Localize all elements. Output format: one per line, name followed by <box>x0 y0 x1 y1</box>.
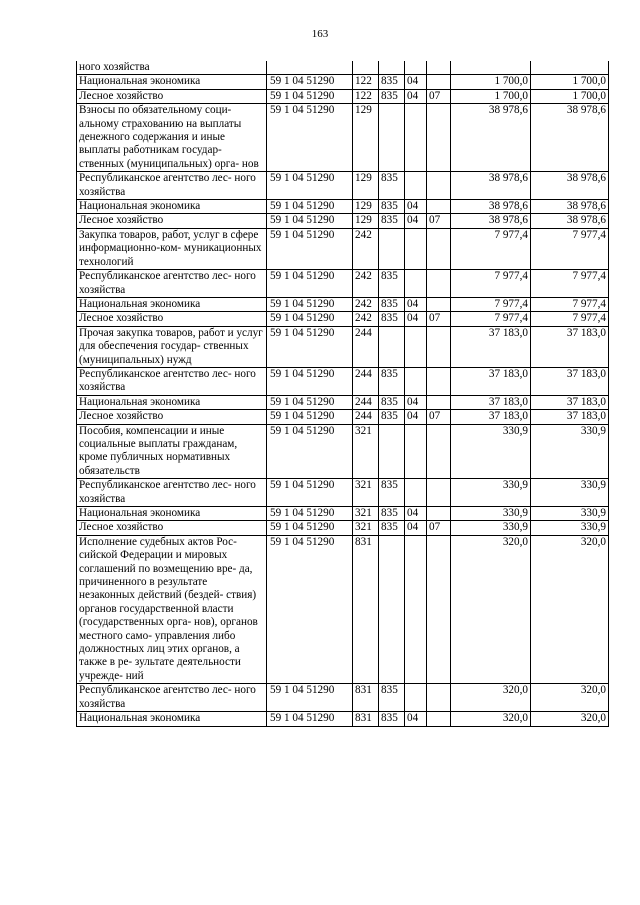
row-name: Национальная экономика <box>77 75 267 89</box>
amount-year-1: 330,9 <box>451 424 531 479</box>
expense-type-code: 321 <box>353 424 379 479</box>
amount-year-2: 7 977,4 <box>531 228 609 269</box>
section-code: 04 <box>405 89 427 103</box>
table-row <box>77 297 609 311</box>
subsection-code: 07 <box>427 410 451 424</box>
amount-year-1: 38 978,6 <box>451 200 531 214</box>
row-name: Республиканское агентство лес- ного хозяйства <box>77 479 267 507</box>
target-article-code <box>267 61 353 75</box>
amount-year-1: 320,0 <box>451 712 531 726</box>
table-row <box>77 61 609 75</box>
amount-year-1: 38 978,6 <box>451 104 531 172</box>
subsection-code <box>427 712 451 726</box>
row-name: Лесное хозяйство <box>77 312 267 326</box>
target-article-code: 59 1 04 51290 <box>267 312 353 326</box>
section-code: 04 <box>405 214 427 228</box>
target-article-code: 59 1 04 51290 <box>267 521 353 535</box>
section-code <box>405 535 427 683</box>
target-article-code: 59 1 04 51290 <box>267 297 353 311</box>
expense-type-code <box>353 61 379 75</box>
department-code: 835 <box>379 507 405 521</box>
expense-type-code: 122 <box>353 75 379 89</box>
expense-type-code: 244 <box>353 395 379 409</box>
subsection-code: 07 <box>427 521 451 535</box>
subsection-code <box>427 479 451 507</box>
target-article-code: 59 1 04 51290 <box>267 424 353 479</box>
section-code <box>405 367 427 395</box>
expense-type-code: 129 <box>353 214 379 228</box>
amount-year-1: 330,9 <box>451 521 531 535</box>
section-code: 04 <box>405 410 427 424</box>
subsection-code <box>427 424 451 479</box>
row-name: Лесное хозяйство <box>77 214 267 228</box>
department-code: 835 <box>379 479 405 507</box>
section-code: 04 <box>405 507 427 521</box>
amount-year-1: 330,9 <box>451 479 531 507</box>
amount-year-1: 7 977,4 <box>451 228 531 269</box>
section-code: 04 <box>405 75 427 89</box>
section-code: 04 <box>405 312 427 326</box>
amount-year-2: 330,9 <box>531 479 609 507</box>
subsection-code <box>427 75 451 89</box>
table-row <box>77 479 609 507</box>
row-name: Республиканское агентство лес- ного хозяйства <box>77 270 267 298</box>
subsection-code <box>427 326 451 367</box>
row-name: Национальная экономика <box>77 200 267 214</box>
row-name: Лесное хозяйство <box>77 521 267 535</box>
expense-type-code: 244 <box>353 326 379 367</box>
row-name: Национальная экономика <box>77 507 267 521</box>
subsection-code <box>427 172 451 200</box>
amount-year-2: 1 700,0 <box>531 75 609 89</box>
table-row <box>77 228 609 269</box>
target-article-code: 59 1 04 51290 <box>267 89 353 103</box>
target-article-code: 59 1 04 51290 <box>267 507 353 521</box>
department-code <box>379 228 405 269</box>
section-code <box>405 172 427 200</box>
table-row <box>77 172 609 200</box>
row-name: Взносы по обязательному соци- альному страхованию на выплаты денежного содержания и иные выплаты работникам государ- ственных (муниципальных) орга- нов <box>77 104 267 172</box>
expense-type-code: 129 <box>353 172 379 200</box>
table-row <box>77 200 609 214</box>
table-row <box>77 89 609 103</box>
amount-year-1: 1 700,0 <box>451 89 531 103</box>
amount-year-2: 330,9 <box>531 507 609 521</box>
amount-year-2: 1 700,0 <box>531 89 609 103</box>
table-row <box>77 424 609 479</box>
amount-year-2: 38 978,6 <box>531 104 609 172</box>
expense-type-code: 242 <box>353 312 379 326</box>
expense-type-code: 831 <box>353 712 379 726</box>
amount-year-2: 330,9 <box>531 424 609 479</box>
subsection-code <box>427 228 451 269</box>
amount-year-2: 37 183,0 <box>531 367 609 395</box>
department-code <box>379 104 405 172</box>
amount-year-1: 320,0 <box>451 684 531 712</box>
target-article-code: 59 1 04 51290 <box>267 104 353 172</box>
amount-year-1: 1 700,0 <box>451 75 531 89</box>
subsection-code <box>427 535 451 683</box>
amount-year-2: 7 977,4 <box>531 270 609 298</box>
section-code <box>405 61 427 75</box>
expense-type-code: 831 <box>353 684 379 712</box>
expense-type-code: 129 <box>353 104 379 172</box>
row-name: Исполнение судебных актов Рос- сийской Федерации и мировых соглашений по возмещению вре- да, причиненного в результате незаконных действий (бездей- ствия) органов государственной власти (государственных орга- нов), органов местного само- управления либо должностных лиц этих органов, а также в ре- зультате деятельности учрежде- ний <box>77 535 267 683</box>
section-code <box>405 424 427 479</box>
section-code: 04 <box>405 297 427 311</box>
table-row <box>77 75 609 89</box>
section-code: 04 <box>405 521 427 535</box>
section-code: 04 <box>405 712 427 726</box>
expense-type-code: 321 <box>353 479 379 507</box>
row-name: Закупка товаров, работ, услуг в сфере информационно-ком- муникационных технологий <box>77 228 267 269</box>
department-code: 835 <box>379 410 405 424</box>
target-article-code: 59 1 04 51290 <box>267 410 353 424</box>
target-article-code: 59 1 04 51290 <box>267 367 353 395</box>
subsection-code <box>427 104 451 172</box>
amount-year-2: 37 183,0 <box>531 410 609 424</box>
row-name: Республиканское агентство лес- ного хозяйства <box>77 684 267 712</box>
amount-year-1 <box>451 61 531 75</box>
table-row <box>77 684 609 712</box>
row-name: Пособия, компенсации и иные социальные выплаты гражданам, кроме публичных нормативных обязательств <box>77 424 267 479</box>
subsection-code: 07 <box>427 312 451 326</box>
expense-type-code: 129 <box>353 200 379 214</box>
target-article-code: 59 1 04 51290 <box>267 326 353 367</box>
amount-year-2: 38 978,6 <box>531 214 609 228</box>
amount-year-2: 37 183,0 <box>531 395 609 409</box>
section-code <box>405 326 427 367</box>
table-row <box>77 104 609 172</box>
amount-year-2: 320,0 <box>531 535 609 683</box>
table-row <box>77 312 609 326</box>
amount-year-1: 37 183,0 <box>451 367 531 395</box>
expense-type-code: 242 <box>353 297 379 311</box>
subsection-code <box>427 367 451 395</box>
department-code: 835 <box>379 395 405 409</box>
department-code: 835 <box>379 684 405 712</box>
amount-year-1: 7 977,4 <box>451 297 531 311</box>
section-code <box>405 479 427 507</box>
row-name: Лесное хозяйство <box>77 410 267 424</box>
subsection-code: 07 <box>427 89 451 103</box>
amount-year-2: 37 183,0 <box>531 326 609 367</box>
department-code: 835 <box>379 270 405 298</box>
target-article-code: 59 1 04 51290 <box>267 214 353 228</box>
department-code: 835 <box>379 312 405 326</box>
amount-year-2: 38 978,6 <box>531 172 609 200</box>
row-name: Национальная экономика <box>77 395 267 409</box>
amount-year-2 <box>531 61 609 75</box>
table-row <box>77 270 609 298</box>
amount-year-1: 330,9 <box>451 507 531 521</box>
department-code: 835 <box>379 172 405 200</box>
expense-type-code: 831 <box>353 535 379 683</box>
row-name: ного хозяйства <box>77 61 267 75</box>
amount-year-1: 38 978,6 <box>451 214 531 228</box>
expense-type-code: 321 <box>353 521 379 535</box>
department-code: 835 <box>379 200 405 214</box>
amount-year-2: 7 977,4 <box>531 312 609 326</box>
table-row <box>77 395 609 409</box>
table-row <box>77 521 609 535</box>
amount-year-1: 320,0 <box>451 535 531 683</box>
department-code: 835 <box>379 89 405 103</box>
amount-year-1: 7 977,4 <box>451 270 531 298</box>
table-row <box>77 367 609 395</box>
budget-table <box>76 61 609 727</box>
row-name: Республиканское агентство лес- ного хозяйства <box>77 172 267 200</box>
target-article-code: 59 1 04 51290 <box>267 395 353 409</box>
amount-year-2: 320,0 <box>531 684 609 712</box>
section-code <box>405 684 427 712</box>
target-article-code: 59 1 04 51290 <box>267 270 353 298</box>
section-code: 04 <box>405 200 427 214</box>
table-row <box>77 410 609 424</box>
amount-year-2: 38 978,6 <box>531 200 609 214</box>
expense-type-code: 242 <box>353 270 379 298</box>
subsection-code <box>427 395 451 409</box>
amount-year-1: 7 977,4 <box>451 312 531 326</box>
department-code <box>379 326 405 367</box>
amount-year-1: 37 183,0 <box>451 326 531 367</box>
department-code: 835 <box>379 75 405 89</box>
table-row <box>77 535 609 683</box>
page-number: 163 <box>311 28 329 40</box>
department-code: 835 <box>379 521 405 535</box>
target-article-code: 59 1 04 51290 <box>267 712 353 726</box>
table-body <box>77 61 609 726</box>
expense-type-code: 122 <box>353 89 379 103</box>
amount-year-1: 38 978,6 <box>451 172 531 200</box>
department-code <box>379 61 405 75</box>
row-name: Лесное хозяйство <box>77 89 267 103</box>
section-code <box>405 228 427 269</box>
subsection-code <box>427 61 451 75</box>
section-code: 04 <box>405 395 427 409</box>
department-code: 835 <box>379 297 405 311</box>
row-name: Национальная экономика <box>77 712 267 726</box>
department-code <box>379 424 405 479</box>
subsection-code <box>427 684 451 712</box>
section-code <box>405 104 427 172</box>
section-code <box>405 270 427 298</box>
department-code: 835 <box>379 214 405 228</box>
subsection-code <box>427 270 451 298</box>
subsection-code <box>427 200 451 214</box>
target-article-code: 59 1 04 51290 <box>267 75 353 89</box>
table-row <box>77 214 609 228</box>
row-name: Прочая закупка товаров, работ и услуг для обеспечения государ- ственных (муниципальных) нужд <box>77 326 267 367</box>
subsection-code <box>427 507 451 521</box>
expense-type-code: 244 <box>353 367 379 395</box>
table-row <box>77 507 609 521</box>
expense-type-code: 242 <box>353 228 379 269</box>
row-name: Национальная экономика <box>77 297 267 311</box>
department-code: 835 <box>379 367 405 395</box>
department-code <box>379 535 405 683</box>
target-article-code: 59 1 04 51290 <box>267 684 353 712</box>
expense-type-code: 321 <box>353 507 379 521</box>
amount-year-1: 37 183,0 <box>451 395 531 409</box>
amount-year-1: 37 183,0 <box>451 410 531 424</box>
target-article-code: 59 1 04 51290 <box>267 172 353 200</box>
target-article-code: 59 1 04 51290 <box>267 200 353 214</box>
amount-year-2: 330,9 <box>531 521 609 535</box>
table-row <box>77 326 609 367</box>
amount-year-2: 7 977,4 <box>531 297 609 311</box>
target-article-code: 59 1 04 51290 <box>267 228 353 269</box>
amount-year-2: 320,0 <box>531 712 609 726</box>
subsection-code: 07 <box>427 214 451 228</box>
expense-type-code: 244 <box>353 410 379 424</box>
row-name: Республиканское агентство лес- ного хозяйства <box>77 367 267 395</box>
target-article-code: 59 1 04 51290 <box>267 535 353 683</box>
target-article-code: 59 1 04 51290 <box>267 479 353 507</box>
department-code: 835 <box>379 712 405 726</box>
table-row <box>77 712 609 726</box>
subsection-code <box>427 297 451 311</box>
